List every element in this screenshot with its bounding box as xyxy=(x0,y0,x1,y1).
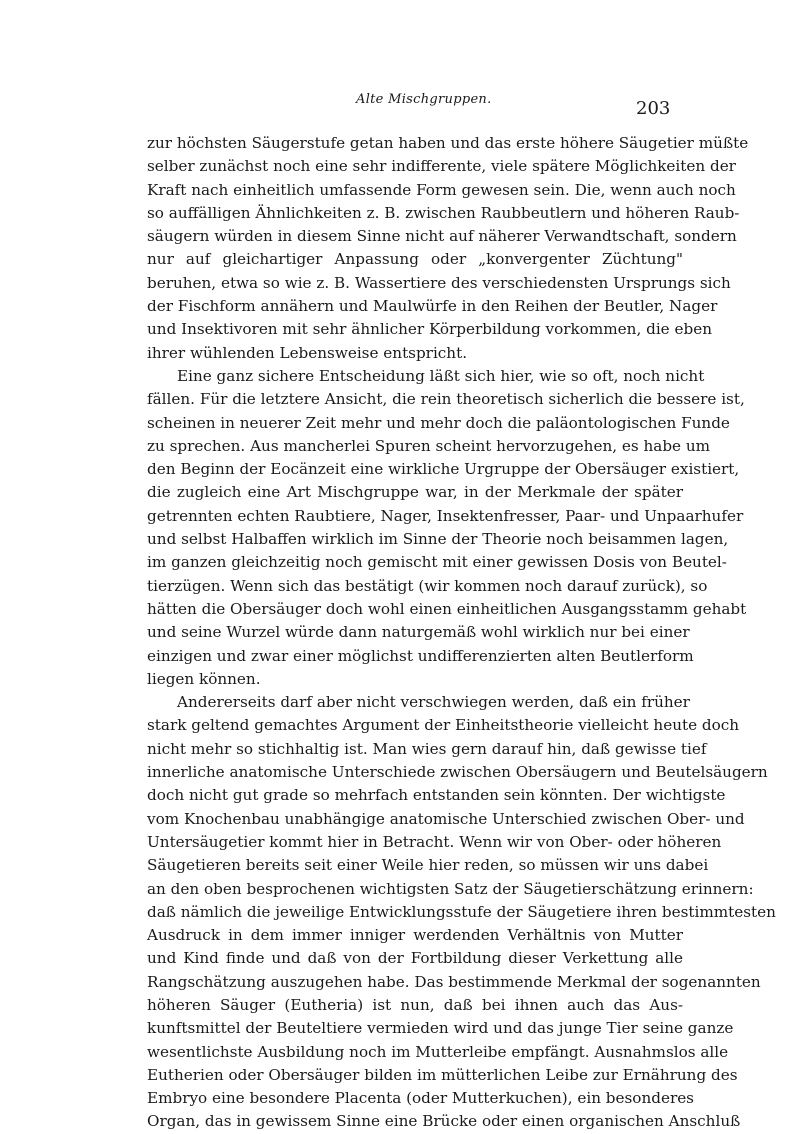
text-line: kunftsmittel der Beuteltiere vermieden wird und das junge Tier seine ganze xyxy=(147,1019,734,1038)
text-line: und seine Wurzel würde dann naturgemäß wohl wirklich nur bei einer xyxy=(147,623,690,642)
text-line: innerliche anatomische Unterschiede zwischen Obersäugern und Beutelsäugern xyxy=(147,763,768,782)
text-line: vom Knochenbau unabhängige anatomische Unterschied zwischen Ober- und xyxy=(147,809,745,828)
text-line: der Fischform annähern und Maulwürfe in den Reihen der Beutler, Nager xyxy=(147,297,718,316)
text-line: Organ, das in gewissem Sinne eine Brücke oder einen organischen Anschluß xyxy=(147,1112,741,1131)
text-line: Untersäugetier kommt hier in Betracht. Wenn wir von Ober- oder höheren xyxy=(147,832,722,851)
text-line: säugern würden in diesem Sinne nicht auf näherer Verwandtschaft, sondern xyxy=(147,227,737,246)
body-text xyxy=(147,132,776,1134)
text-line: Andererseits darf aber nicht verschwiegen werden, daß ein früher xyxy=(177,693,690,712)
text-line: fällen. Für die letztere Ansicht, die rein theoretisch sicherlich die bessere ist, xyxy=(147,390,745,409)
text-line: scheinen in neuerer Zeit mehr und mehr doch die paläontologischen Funde xyxy=(147,413,730,432)
text-line: nur auf gleichartiger Anpassung oder „konvergenter Züchtung" xyxy=(147,250,683,269)
text-line: Kraft nach einheitlich umfassende Form gewesen sein. Die, wenn auch noch xyxy=(147,180,736,199)
text-line: Säugetieren bereits seit einer Weile hier reden, so müssen wir uns dabei xyxy=(147,856,709,875)
text-line: einzigen und zwar einer möglichst undifferenzierten alten Beutlerform xyxy=(147,646,694,665)
text-line: und Kind finde und daß von der Fortbildung dieser Verkettung alle xyxy=(147,949,683,968)
text-line: zu sprechen. Aus mancherlei Spuren scheint hervorzugehen, es habe um xyxy=(147,436,711,455)
text-line: wesentlichste Ausbildung noch im Mutterleibe empfängt. Ausnahmslos alle xyxy=(147,1042,729,1061)
running-title: Alte Mischgruppen. xyxy=(356,92,492,107)
text-line: liegen können. xyxy=(147,669,261,688)
text-line: und selbst Halbaffen wirklich im Sinne der Theorie noch beisammen lagen, xyxy=(147,530,729,549)
page-number: 203 xyxy=(636,98,671,119)
text-line: an den oben besprochenen wichtigsten Satz der Säugetierschätzung erinnern: xyxy=(147,879,754,898)
text-line: die zugleich eine Art Mischgruppe war, in der Merkmale der später xyxy=(147,483,683,502)
text-line: ihrer wühlenden Lebensweise entspricht. xyxy=(147,343,468,362)
text-line: nicht mehr so stichhaltig ist. Man wies gern darauf hin, daß gewisse tief xyxy=(147,739,707,758)
text-line: daß nämlich die jeweilige Entwicklungsstufe der Säugetiere ihren bestimmtesten xyxy=(147,902,776,921)
text-line: stark geltend gemachtes Argument der Einheitstheorie vielleicht heute doch xyxy=(147,716,740,735)
text-line: beruhen, etwa so wie z. B. Wassertiere des verschiedensten Ursprungs sich xyxy=(147,273,731,292)
text-line: im ganzen gleichzeitig noch gemischt mit einer gewissen Dosis von Beutel- xyxy=(147,553,727,572)
text-line: Eutherien oder Obersäuger bilden im mütterlichen Leibe zur Ernährung des xyxy=(147,1065,738,1084)
text-line: und Insektivoren mit sehr ähnlicher Körperbildung vorkommen, die eben xyxy=(147,320,712,339)
text-line: selber zunächst noch eine sehr indifferente, viele spätere Möglichkeiten der xyxy=(147,157,736,176)
text-line: hätten die Obersäuger doch wohl einen einheitlichen Ausgangsstamm gehabt xyxy=(147,599,747,618)
text-line: zur höchsten Säugerstufe getan haben und das erste höhere Säugetier müßte xyxy=(147,134,749,152)
text-line: doch nicht gut grade so mehrfach entstanden sein könnten. Der wichtigste xyxy=(147,786,726,805)
text-line: Ausdruck in dem immer inniger werdenden Verhältnis von Mutter xyxy=(147,926,683,945)
text-line: so auffälligen Ähnlichkeiten z. B. zwischen Raubbeutlern und höheren Raub- xyxy=(147,203,740,222)
text-line: getrennten echten Raubtiere, Nager, Insektenfresser, Paar- und Unpaarhufer xyxy=(147,506,744,525)
text-line: höheren Säuger (Eutheria) ist nun, daß bei ihnen auch das Aus- xyxy=(147,995,683,1014)
text-line: den Beginn der Eocänzeit eine wirkliche Urgruppe der Obersäuger existiert, xyxy=(147,460,740,479)
text-line: Embryo eine besondere Placenta (oder Mutterkuchen), ein besonderes xyxy=(147,1089,694,1108)
text-line: Rangschätzung auszugehen habe. Das bestimmende Merkmal der sogenannten xyxy=(147,972,761,991)
text-line: Eine ganz sichere Entscheidung läßt sich hier, wie so oft, noch nicht xyxy=(177,366,705,385)
text-line: tierzügen. Wenn sich das bestätigt (wir kommen noch darauf zurück), so xyxy=(147,576,708,595)
